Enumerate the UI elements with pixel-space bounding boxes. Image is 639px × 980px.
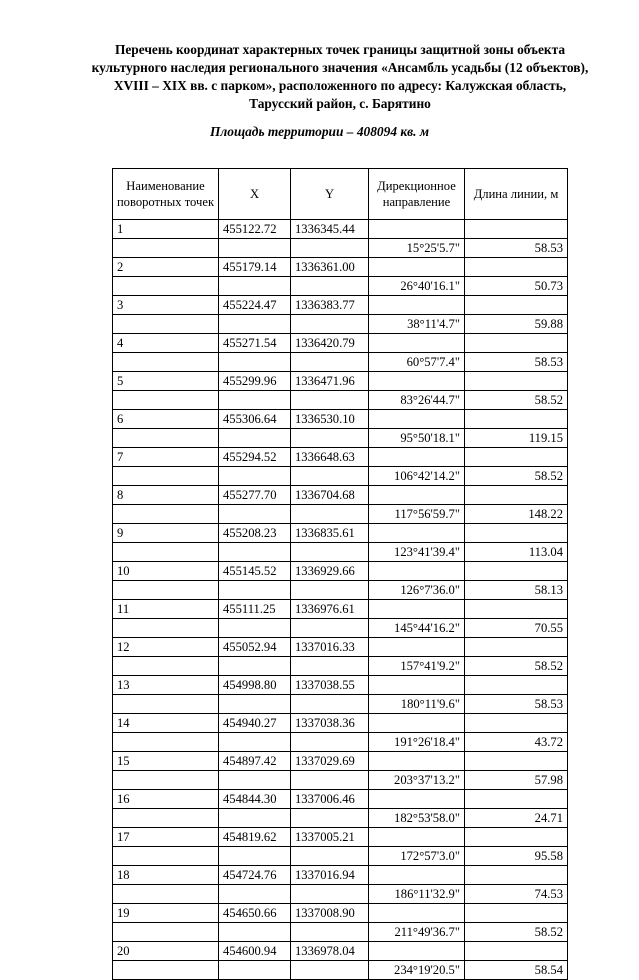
direction-cell: 126°7'36.0" xyxy=(369,581,465,600)
line-length-cell: 58.52 xyxy=(465,657,568,676)
table-row xyxy=(113,866,568,885)
empty-cell xyxy=(113,505,219,524)
x-coordinate-cell: 454844.30 xyxy=(219,790,291,809)
table-row xyxy=(113,752,568,771)
title-line: Перечень координат характерных точек границы защитной зоны объекта xyxy=(114,42,566,57)
x-coordinate-cell: 454897.42 xyxy=(219,752,291,771)
table-row xyxy=(113,942,568,961)
table-row xyxy=(113,809,568,828)
table-row xyxy=(113,467,568,486)
direction-cell: 211°49'36.7" xyxy=(369,923,465,942)
empty-cell xyxy=(465,220,568,239)
direction-cell: 234°19'20.5" xyxy=(369,961,465,980)
empty-cell xyxy=(113,847,219,866)
header-length: Длина линии, м xyxy=(465,169,568,220)
empty-cell xyxy=(113,695,219,714)
line-length-cell: 57.98 xyxy=(465,771,568,790)
empty-cell xyxy=(113,657,219,676)
header-x: X xyxy=(219,169,291,220)
direction-cell: 15°25'5.7" xyxy=(369,239,465,258)
empty-cell xyxy=(113,467,219,486)
point-name-cell: 7 xyxy=(113,448,219,467)
empty-cell xyxy=(465,600,568,619)
table-row xyxy=(113,657,568,676)
document-title xyxy=(60,41,620,113)
line-length-cell: 58.53 xyxy=(465,239,568,258)
direction-cell: 172°57'3.0" xyxy=(369,847,465,866)
line-length-cell: 58.53 xyxy=(465,695,568,714)
empty-cell xyxy=(369,296,465,315)
line-length-cell: 58.13 xyxy=(465,581,568,600)
empty-cell xyxy=(219,429,291,448)
point-name-cell: 15 xyxy=(113,752,219,771)
point-name-cell: 2 xyxy=(113,258,219,277)
empty-cell xyxy=(465,942,568,961)
table-row xyxy=(113,258,568,277)
y-coordinate-cell: 1337016.33 xyxy=(291,638,369,657)
empty-cell xyxy=(465,828,568,847)
table-row xyxy=(113,429,568,448)
empty-cell xyxy=(113,543,219,562)
y-coordinate-cell: 1337006.46 xyxy=(291,790,369,809)
empty-cell xyxy=(113,923,219,942)
table-row xyxy=(113,334,568,353)
y-coordinate-cell: 1336835.61 xyxy=(291,524,369,543)
empty-cell xyxy=(369,752,465,771)
y-coordinate-cell: 1336345.44 xyxy=(291,220,369,239)
title-line: культурного наследия регионального значения «Ансамбль усадьбы (12 объектов), xyxy=(91,60,589,75)
direction-cell: 38°11'4.7" xyxy=(369,315,465,334)
direction-cell: 26°40'16.1" xyxy=(369,277,465,296)
empty-cell xyxy=(465,676,568,695)
table-row xyxy=(113,524,568,543)
table-row xyxy=(113,562,568,581)
table-body xyxy=(113,220,568,980)
x-coordinate-cell: 455306.64 xyxy=(219,410,291,429)
empty-cell xyxy=(219,581,291,600)
line-length-cell: 50.73 xyxy=(465,277,568,296)
empty-cell xyxy=(465,334,568,353)
empty-cell xyxy=(113,391,219,410)
table-row xyxy=(113,220,568,239)
empty-cell xyxy=(465,296,568,315)
empty-cell xyxy=(291,771,369,790)
table-row xyxy=(113,448,568,467)
empty-cell xyxy=(291,847,369,866)
table-row xyxy=(113,315,568,334)
empty-cell xyxy=(369,258,465,277)
line-length-cell: 58.53 xyxy=(465,353,568,372)
empty-cell xyxy=(219,923,291,942)
empty-cell xyxy=(291,277,369,296)
empty-cell xyxy=(113,733,219,752)
point-name-cell: 13 xyxy=(113,676,219,695)
empty-cell xyxy=(219,543,291,562)
direction-cell: 145°44'16.2" xyxy=(369,619,465,638)
empty-cell xyxy=(219,847,291,866)
empty-cell xyxy=(291,581,369,600)
x-coordinate-cell: 455179.14 xyxy=(219,258,291,277)
table-row xyxy=(113,391,568,410)
x-coordinate-cell: 455224.47 xyxy=(219,296,291,315)
x-coordinate-cell: 455122.72 xyxy=(219,220,291,239)
line-length-cell: 58.52 xyxy=(465,923,568,942)
empty-cell xyxy=(291,809,369,828)
x-coordinate-cell: 454724.76 xyxy=(219,866,291,885)
x-coordinate-cell: 455299.96 xyxy=(219,372,291,391)
empty-cell xyxy=(291,315,369,334)
table-row xyxy=(113,296,568,315)
line-length-cell: 119.15 xyxy=(465,429,568,448)
empty-cell xyxy=(369,334,465,353)
y-coordinate-cell: 1337016.94 xyxy=(291,866,369,885)
empty-cell xyxy=(291,467,369,486)
empty-cell xyxy=(369,828,465,847)
header-point-name: Наименование поворотных точек xyxy=(113,169,219,220)
area-caption: Площадь территории – 408094 кв. м xyxy=(209,124,430,139)
title-line: XVIII – XIX вв. с парком», расположенного по адресу: Калужская область, xyxy=(113,78,567,93)
line-length-cell: 74.53 xyxy=(465,885,568,904)
x-coordinate-cell: 455111.25 xyxy=(219,600,291,619)
empty-cell xyxy=(465,714,568,733)
empty-cell xyxy=(465,448,568,467)
direction-cell: 180°11'9.6" xyxy=(369,695,465,714)
empty-cell xyxy=(113,277,219,296)
empty-cell xyxy=(113,885,219,904)
table-row xyxy=(113,885,568,904)
empty-cell xyxy=(291,505,369,524)
x-coordinate-cell: 455294.52 xyxy=(219,448,291,467)
y-coordinate-cell: 1336471.96 xyxy=(291,372,369,391)
table-row xyxy=(113,695,568,714)
empty-cell xyxy=(369,866,465,885)
empty-cell xyxy=(219,695,291,714)
table-row xyxy=(113,505,568,524)
y-coordinate-cell: 1336383.77 xyxy=(291,296,369,315)
direction-cell: 182°53'58.0" xyxy=(369,809,465,828)
title-line: Тарусский район, с. Барятино xyxy=(249,96,431,111)
empty-cell xyxy=(369,942,465,961)
table-row xyxy=(113,486,568,505)
empty-cell xyxy=(219,353,291,372)
direction-cell: 95°50'18.1" xyxy=(369,429,465,448)
table-row xyxy=(113,733,568,752)
empty-cell xyxy=(369,372,465,391)
header-direction: Дирекционное направление xyxy=(369,169,465,220)
point-name-cell: 3 xyxy=(113,296,219,315)
x-coordinate-cell: 455052.94 xyxy=(219,638,291,657)
empty-cell xyxy=(291,239,369,258)
x-coordinate-cell: 454940.27 xyxy=(219,714,291,733)
direction-cell: 191°26'18.4" xyxy=(369,733,465,752)
x-coordinate-cell: 455271.54 xyxy=(219,334,291,353)
table-row xyxy=(113,619,568,638)
x-coordinate-cell: 454998.80 xyxy=(219,676,291,695)
empty-cell xyxy=(291,619,369,638)
direction-cell: 203°37'13.2" xyxy=(369,771,465,790)
line-length-cell: 70.55 xyxy=(465,619,568,638)
empty-cell xyxy=(113,353,219,372)
point-name-cell: 12 xyxy=(113,638,219,657)
empty-cell xyxy=(113,581,219,600)
point-name-cell: 19 xyxy=(113,904,219,923)
empty-cell xyxy=(291,923,369,942)
empty-cell xyxy=(369,600,465,619)
table-row xyxy=(113,847,568,866)
y-coordinate-cell: 1336530.10 xyxy=(291,410,369,429)
table-row xyxy=(113,239,568,258)
empty-cell xyxy=(219,619,291,638)
empty-cell xyxy=(465,752,568,771)
empty-cell xyxy=(219,277,291,296)
empty-cell xyxy=(219,771,291,790)
line-length-cell: 113.04 xyxy=(465,543,568,562)
table-row xyxy=(113,828,568,847)
line-length-cell: 24.71 xyxy=(465,809,568,828)
y-coordinate-cell: 1337038.55 xyxy=(291,676,369,695)
empty-cell xyxy=(369,562,465,581)
empty-cell xyxy=(291,391,369,410)
table-row xyxy=(113,771,568,790)
empty-cell xyxy=(369,486,465,505)
direction-cell: 60°57'7.4" xyxy=(369,353,465,372)
point-name-cell: 16 xyxy=(113,790,219,809)
empty-cell xyxy=(113,619,219,638)
table-row xyxy=(113,372,568,391)
empty-cell xyxy=(465,790,568,809)
empty-cell xyxy=(219,505,291,524)
line-length-cell: 58.52 xyxy=(465,467,568,486)
x-coordinate-cell: 455145.52 xyxy=(219,562,291,581)
point-name-cell: 6 xyxy=(113,410,219,429)
table-row xyxy=(113,353,568,372)
table-row xyxy=(113,543,568,562)
table-header-row xyxy=(113,169,568,220)
empty-cell xyxy=(113,961,219,980)
empty-cell xyxy=(291,353,369,372)
point-name-cell: 1 xyxy=(113,220,219,239)
empty-cell xyxy=(291,733,369,752)
empty-cell xyxy=(465,410,568,429)
empty-cell xyxy=(219,733,291,752)
empty-cell xyxy=(465,486,568,505)
x-coordinate-cell: 455277.70 xyxy=(219,486,291,505)
point-name-cell: 4 xyxy=(113,334,219,353)
x-coordinate-cell: 455208.23 xyxy=(219,524,291,543)
empty-cell xyxy=(369,638,465,657)
point-name-cell: 9 xyxy=(113,524,219,543)
header-y: Y xyxy=(291,169,369,220)
empty-cell xyxy=(113,771,219,790)
point-name-cell: 11 xyxy=(113,600,219,619)
empty-cell xyxy=(369,714,465,733)
empty-cell xyxy=(219,885,291,904)
table-row xyxy=(113,923,568,942)
x-coordinate-cell: 454650.66 xyxy=(219,904,291,923)
y-coordinate-cell: 1336929.66 xyxy=(291,562,369,581)
empty-cell xyxy=(291,695,369,714)
empty-cell xyxy=(219,657,291,676)
empty-cell xyxy=(113,315,219,334)
empty-cell xyxy=(113,429,219,448)
y-coordinate-cell: 1336361.00 xyxy=(291,258,369,277)
y-coordinate-cell: 1337005.21 xyxy=(291,828,369,847)
table-row xyxy=(113,961,568,980)
empty-cell xyxy=(219,239,291,258)
empty-cell xyxy=(465,258,568,277)
empty-cell xyxy=(369,676,465,695)
line-length-cell: 58.54 xyxy=(465,961,568,980)
empty-cell xyxy=(219,809,291,828)
empty-cell xyxy=(291,543,369,562)
empty-cell xyxy=(291,429,369,448)
point-name-cell: 17 xyxy=(113,828,219,847)
direction-cell: 106°42'14.2" xyxy=(369,467,465,486)
point-name-cell: 8 xyxy=(113,486,219,505)
line-length-cell: 95.58 xyxy=(465,847,568,866)
empty-cell xyxy=(291,961,369,980)
empty-cell xyxy=(465,866,568,885)
empty-cell xyxy=(465,372,568,391)
table-row xyxy=(113,410,568,429)
table-row xyxy=(113,676,568,695)
y-coordinate-cell: 1337008.90 xyxy=(291,904,369,923)
empty-cell xyxy=(219,391,291,410)
empty-cell xyxy=(369,220,465,239)
empty-cell xyxy=(113,809,219,828)
empty-cell xyxy=(465,638,568,657)
direction-cell: 83°26'44.7" xyxy=(369,391,465,410)
empty-cell xyxy=(291,657,369,676)
empty-cell xyxy=(369,524,465,543)
empty-cell xyxy=(369,448,465,467)
table-row xyxy=(113,277,568,296)
y-coordinate-cell: 1336978.04 xyxy=(291,942,369,961)
line-length-cell: 59.88 xyxy=(465,315,568,334)
table-row xyxy=(113,638,568,657)
point-name-cell: 14 xyxy=(113,714,219,733)
table-row xyxy=(113,904,568,923)
empty-cell xyxy=(219,467,291,486)
empty-cell xyxy=(465,904,568,923)
table-row xyxy=(113,581,568,600)
direction-cell: 157°41'9.2" xyxy=(369,657,465,676)
y-coordinate-cell: 1336648.63 xyxy=(291,448,369,467)
line-length-cell: 58.52 xyxy=(465,391,568,410)
empty-cell xyxy=(291,885,369,904)
table-row xyxy=(113,714,568,733)
table-row xyxy=(113,790,568,809)
point-name-cell: 10 xyxy=(113,562,219,581)
empty-cell xyxy=(369,904,465,923)
empty-cell xyxy=(369,410,465,429)
point-name-cell: 18 xyxy=(113,866,219,885)
y-coordinate-cell: 1336976.61 xyxy=(291,600,369,619)
empty-cell xyxy=(465,524,568,543)
y-coordinate-cell: 1336420.79 xyxy=(291,334,369,353)
empty-cell xyxy=(219,315,291,334)
point-name-cell: 5 xyxy=(113,372,219,391)
empty-cell xyxy=(113,239,219,258)
y-coordinate-cell: 1337038.36 xyxy=(291,714,369,733)
table-row xyxy=(113,600,568,619)
direction-cell: 123°41'39.4" xyxy=(369,543,465,562)
line-length-cell: 43.72 xyxy=(465,733,568,752)
x-coordinate-cell: 454600.94 xyxy=(219,942,291,961)
empty-cell xyxy=(465,562,568,581)
y-coordinate-cell: 1336704.68 xyxy=(291,486,369,505)
point-name-cell: 20 xyxy=(113,942,219,961)
line-length-cell: 148.22 xyxy=(465,505,568,524)
direction-cell: 117°56'59.7" xyxy=(369,505,465,524)
empty-cell xyxy=(369,790,465,809)
direction-cell: 186°11'32.9" xyxy=(369,885,465,904)
y-coordinate-cell: 1337029.69 xyxy=(291,752,369,771)
x-coordinate-cell: 454819.62 xyxy=(219,828,291,847)
empty-cell xyxy=(219,961,291,980)
coordinates-table xyxy=(112,168,568,980)
